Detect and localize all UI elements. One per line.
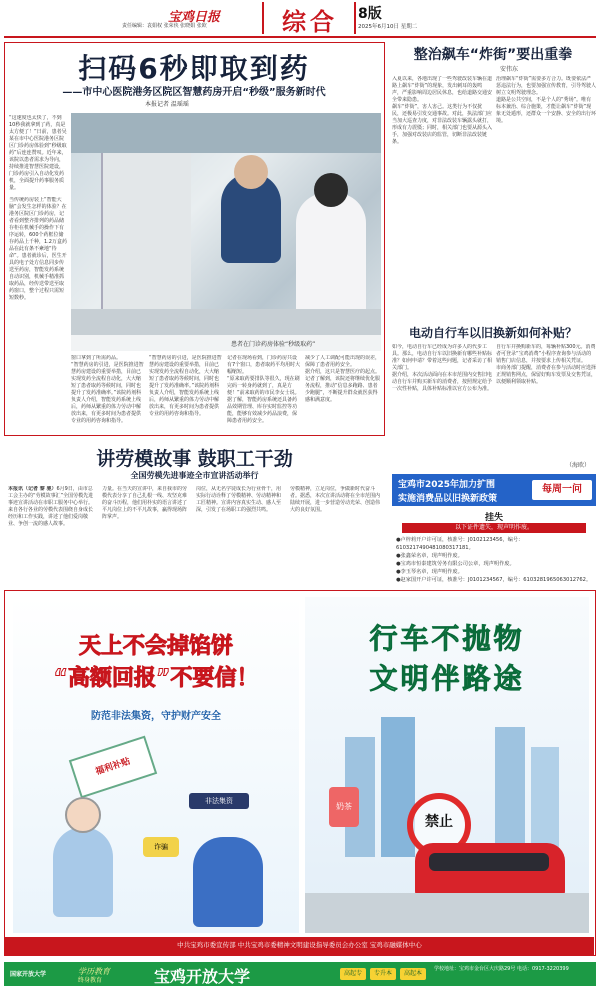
section-title: 综合 — [282, 8, 338, 36]
notice-item: ●卢梓莉开户许可证，核准号：J0102123456，编号：6103217490481080317181。 — [396, 537, 524, 551]
footer-pill: 高起本 — [400, 968, 426, 980]
ad1-figure-elder — [53, 827, 113, 917]
footer-pill: 专升本 — [370, 968, 396, 980]
edition-number: 8版 — [358, 6, 382, 22]
masthead — [0, 0, 600, 38]
editors-line: 责任编辑：袁娟权 张荣侠 张晓娟 张欧 — [122, 23, 207, 29]
ad2-car-window — [429, 853, 549, 871]
bottom-left-column-1: 本报讯（记者 黎 驰）6月9日，由市总工会主办的“劳模故事汇”全国劳模先进事迹宣讲活动在市职工服务中心举行。来自各行各业的劳模代表围绕自身成长经历和工作实践，讲述了他们爱岗敬业、争创一流的感人故事。 — [8, 486, 94, 527]
right-mid-column-1: 如今，电动自行车已经成为许多人的代步工具。那么，电动自行车以旧换新有哪些补贴标准？如何申请？带着这些问题，记者采访了相关部门。 据介绍，本次活动面向在本市范围内交售旧电动自行车并购买新车的消费者，按照规定给予一次性补贴，具体补贴标准以官方公布为准。 — [392, 344, 492, 392]
footer-brand: 宝鸡开放大学 — [154, 967, 251, 986]
section-divider — [354, 2, 356, 34]
footer-slogan-1: 学历教育 — [78, 967, 110, 976]
bottom-left-subtitle: 全国劳模先进事迹全市宣讲活动举行 — [130, 471, 259, 480]
lead-column-4: 减少了人工调配可能出现的误差，保障了患者用药安全。 据介绍，这只是智慧医疗的起点。记者了解到，该院还将继续优化服务流程，推动“信息多跑路、患者少跑腿”，不断提升群众就医获得感和满意度。 — [305, 355, 381, 403]
lead-column-1: “这速度也太快了，不到10秒我就拿到了药，真是太方便了！”日前，患者吴某在市中心医院港务区院区门诊药房体验到“秒级取药”后连连赞叹。近年来，该院以患者需求为导向，持续推进智慧医院建设，门诊药房引入自动化发药机，全面提升药事服务质量。 — [9, 115, 67, 191]
right-top-column-2: 治理飙车“炸街”需要多方合力。既要依法严惩违法行为，也要加强宣传教育，引导驾驶人树立文明驾驶理念。 道路是公共空间，不是个人的“秀场”。唯有标本兼治、综合施策，才能让飙车“炸街”现象无处遁形，还群众一个安静、安全的出行环境。 — [496, 76, 596, 124]
footer-info: 学校地址：宝鸡市金台区大庆路29号 电话：0917-3220399 — [434, 966, 569, 972]
right-top-column-1: 入夏以来，各地出现了一些驾驶改装车辆在道路上飙车“炸街”的现象，发出刺耳的轰鸣声，严重影响周边居民休息，也给道路交通安全带来隐患。 飙车“炸街”，害人害己。这类行为不仅扰民，还极易引发交通事故。对此，执法部门应当加大巡查力度，对非法改装车辆露头就打，形成有力震慑；同时，相关部门也要从源头入手，加强对改装店的监管，切断非法改装链条。 — [392, 76, 492, 145]
ad1-slogan: 防范非法集资，守护财产安全 — [91, 711, 221, 722]
ad2-building — [495, 727, 525, 857]
right-mid-article — [390, 322, 596, 492]
lead-article — [4, 42, 385, 436]
ad-anti-fraud — [13, 597, 299, 933]
right-top-title: 整治飙车“炸街”要出重拳 — [413, 47, 573, 63]
footer-school: 国家开放大学 — [10, 971, 47, 978]
notice-list — [396, 536, 596, 584]
notice-item: ●李玉琴名章，现声明作废。 — [396, 569, 463, 575]
masthead-rule — [4, 36, 596, 38]
notice-item: ●宝鸡市恒泰建筑劳务有限公司公章，现声明作废。 — [396, 561, 515, 567]
notice-subtitle: 以下证件遗失，现声明作废。 — [402, 523, 586, 533]
ad2-headline-1: 行车不抛物 — [369, 622, 525, 655]
footer-banner — [4, 962, 596, 986]
photo-caption: 患者在门诊药房体验“秒级取药” — [231, 341, 316, 348]
notice-item: ●张鑫荣名章，现声明作废。 — [396, 553, 463, 559]
lead-column-2: 窗口拿到了所需药品。 “智慧药房的引进，是医院推进智慧药房建设的重要举措，目前已实现发药全流程自动化，大大缩短了患者取药等候时间，同时也提升了发药准确率。”该院药剂科负责人介绍，智能发药系统上线后，药师从繁重的体力劳动中解放出来，有更多时间为患者提供专业的用药咨询和指导。 — [71, 355, 144, 424]
right-mid-note: （海欧） — [566, 462, 591, 469]
right-top-article — [390, 42, 596, 322]
notice-item: ●赵家国开户许可证，核准号：J0101234567，编号：6103281965063012762。 — [396, 577, 592, 583]
ad2-cup: 奶茶 — [329, 787, 359, 827]
public-service-ads — [4, 590, 596, 956]
ad2-building — [531, 747, 559, 857]
lead-subtitle: ——市中心医院港务区院区智慧药房开启“秒级”服务新时代 — [62, 87, 326, 98]
ad1-figure-man — [193, 837, 263, 927]
lost-notice — [392, 510, 596, 586]
bottom-left-article — [4, 440, 385, 580]
ad1-sign-illegal: 非法集资 — [189, 793, 249, 809]
lead-column-3: 记者在现场看到，门诊药房共设有7个窗口，患者取药平均用时大幅缩短。 “原来取药要排队等很久，现在刷完码一转身药就到了，真是方便！”前来取药的市民李女士说。据了解，智能药房系统还具备药品效期管理、库存实时监控等功能，能够有效减少药品浪费，保障患者用药安全。 — [227, 355, 301, 424]
policy-banner-title: 宝鸡市2025年加力扩围 — [398, 480, 496, 490]
footer-slogan-2: 终身教育 — [78, 977, 103, 984]
ad-civil-driving — [305, 597, 589, 933]
lead-byline: 本报记者 温瑶瑶 — [145, 101, 189, 108]
lead-title: 扫码6秒即取到药 — [78, 52, 310, 85]
ad1-sign-subsidy: 福利补贴 — [69, 736, 157, 799]
pharmacy-photo — [71, 113, 381, 351]
bottom-left-column-2: 力量。在当天的宣讲中，来自我市的劳模代表分享了自己扎根一线、攻坚克难的奋斗历程，他们用朴实的语言讲述了平凡岗位上的不平凡故事，赢得现场阵阵掌声。 — [102, 486, 188, 520]
lead-column-2b-overflow: “智慧药房的引进，是医院推进智慧药房建设的重要举措，目前已实现发药全流程自动化，大大缩短了患者取药等候时间，同时也提升了发药准确率。”该院药剂科负责人介绍，智能发药系统上线后，药师从繁重的体力劳动中解放出来，有更多时间为患者提供专业的用药咨询和指导。 — [149, 355, 222, 417]
ad2-headline-2: 文明伴路途 — [369, 662, 525, 695]
policy-banner-title-2: 实施消费品以旧换新政策 — [398, 494, 498, 504]
ad1-headline-2: “高额回报”不要信！ — [53, 666, 259, 691]
ad1-headline-1: 天上不会掉馅饼 — [78, 634, 233, 659]
ads-credits: 中共宝鸡市委宣传部 中共宝鸡市委精神文明建设指导委员会办公室 宝鸡市融媒体中心 — [177, 941, 422, 949]
issue-date: 2025年6月10日 星期二 — [358, 24, 418, 30]
ad2-road — [305, 893, 589, 933]
ad2-ban-label: 禁止 — [425, 814, 453, 830]
ad2-car — [415, 843, 565, 899]
footer-pill: 高起专 — [340, 968, 366, 980]
notice-title: 挂失 — [484, 513, 503, 523]
right-top-author: 安伟东 — [500, 66, 519, 73]
newspaper-logo: 宝鸡日报 — [168, 10, 221, 25]
right-mid-column-2: 自行车并换购新车的，每辆补贴300元。消费者可登录“宝鸡消费”小程序查询参与活动的销售门店信息，并按要求上传相关凭证。 市商务部门提醒，消费者在参与活动时应选择正规销售网点，保留好购车发票及交售凭证，以便顺利领取补贴。 — [496, 344, 596, 385]
bottom-left-column-4: 劳模精神，立足岗位，争做新时代奋斗者。据悉，本次宣讲活动将在全市范围内陆续开展，进一步营造劳动光荣、创造伟大的良好氛围。 — [290, 486, 381, 513]
bottom-left-title: 讲劳模故事 鼓职工干劲 — [96, 448, 293, 470]
ad1-figure-head — [65, 797, 101, 833]
policy-banner-tag: 每周一问 — [532, 480, 592, 500]
ad1-sign-fraud: 诈骗 — [143, 837, 179, 857]
bottom-left-column-3: 岗位，从无名学徒成长为行业骨干，用实际行动诠释了劳模精神、劳动精神和工匠精神。宣讲内容真实生动、感人至深，引发了在场职工的强烈共鸣。 — [196, 486, 282, 513]
section-divider — [262, 2, 264, 34]
policy-banner — [392, 474, 596, 506]
lead-column-1b: 当传统药房装上“智能大脑”会发生怎样的体验？在港务区院区门诊药房，记者看到整齐排列的药品储存柜在机械手的操作下有序运转，600个药框位储存药品上千种，1.2万盒药品在此有条不紊地“待命”。患者就诊后，医生开具的电子处方信息同步传送至药房，智能发药系统自动识别，机械手精准抓取药品，经传送带送至取药窗口，整个过程只需短短数秒。 — [9, 197, 67, 301]
right-mid-title: 电动自行车以旧换新如何补贴？ — [408, 326, 577, 340]
